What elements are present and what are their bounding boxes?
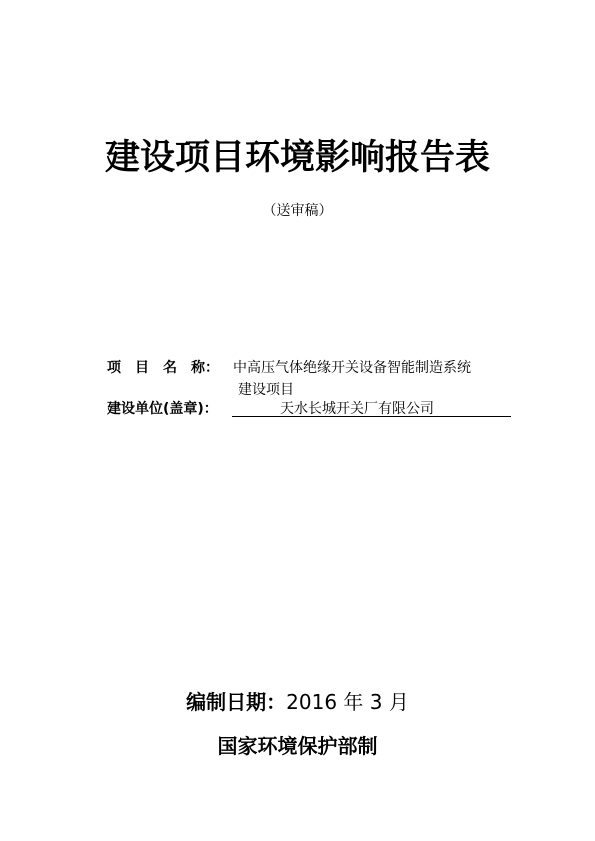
construction-unit-value: 天水长城开关厂有限公司: [280, 401, 434, 417]
construction-unit-label: 建设单位(盖章)：: [107, 401, 218, 417]
project-name-label: 项 目 名 称：: [107, 360, 219, 376]
construction-unit-underline: [232, 416, 511, 417]
compile-date-label: 编制日期：: [186, 690, 287, 714]
compile-date: [0, 686, 595, 715]
project-name-value-line1: 中高压气体绝缘开关设备智能制造系统: [233, 360, 471, 376]
project-name-value-line2: 建设项目: [238, 382, 294, 398]
issuing-organization: 国家环境保护部制: [217, 734, 378, 758]
compile-date-value: 2016 年 3 月: [286, 690, 409, 714]
report-title: 建设项目环境影响报告表: [104, 138, 490, 178]
draft-status-subtitle: （送审稿）: [262, 203, 333, 219]
